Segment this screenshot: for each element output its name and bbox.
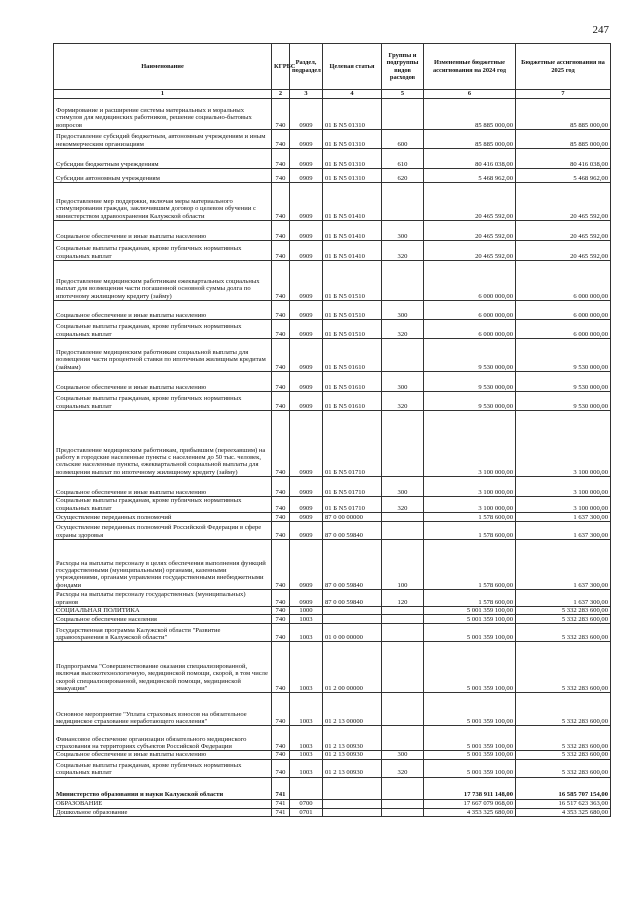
table-row [54, 411, 611, 477]
page-number: 247 [592, 24, 609, 36]
row-amount-2024: 17 667 079 068,00 [424, 799, 516, 808]
row-tselevaya-statya: 87 0 00 59840 [323, 590, 382, 607]
row-amount-2024: 5 001 359 100,00 [424, 615, 516, 624]
row-amount-2024: 4 353 325 680,00 [424, 808, 516, 816]
column-number: 6 [424, 90, 516, 99]
table-row [54, 149, 611, 169]
column-header-name: Наименование [54, 44, 272, 90]
row-kgrbs: 740 [272, 320, 290, 339]
row-kgrbs: 740 [272, 149, 290, 169]
row-tselevaya-statya: 01 2 00 00000 [323, 642, 382, 693]
row-kgrbs: 740 [272, 607, 290, 615]
row-kgrbs: 740 [272, 183, 290, 221]
row-name: Дошкольное образование [54, 808, 272, 816]
row-tselevaya-statya: 01 Б N5 01610 [323, 372, 382, 392]
row-name: Осуществление переданных полномочий Российской Федерации в сфере охраны здоровья [54, 522, 272, 540]
row-amount-2025: 20 465 592,00 [516, 221, 611, 241]
row-amount-2024: 9 530 000,00 [424, 392, 516, 411]
row-razdel: 0700 [290, 799, 323, 808]
row-kgrbs: 740 [272, 241, 290, 261]
row-vid-rashodov [382, 261, 424, 301]
row-name: Социальное обеспечение и иные выплаты населению [54, 751, 272, 759]
row-vid-rashodov [382, 513, 424, 522]
row-vid-rashodov [382, 808, 424, 816]
row-amount-2024: 9 530 000,00 [424, 339, 516, 372]
row-razdel: 0909 [290, 522, 323, 540]
row-vid-rashodov: 120 [382, 590, 424, 607]
table-row [54, 759, 611, 777]
row-amount-2024: 3 100 000,00 [424, 411, 516, 477]
row-razdel: 0909 [290, 241, 323, 261]
column-header-2024: Измененные бюджетные ассигнования на 2024 год [424, 44, 516, 90]
row-amount-2024: 9 530 000,00 [424, 372, 516, 392]
row-vid-rashodov: 100 [382, 540, 424, 590]
row-amount-2025: 1 637 300,00 [516, 540, 611, 590]
row-amount-2025: 6 000 000,00 [516, 261, 611, 301]
row-amount-2025: 5 332 283 600,00 [516, 726, 611, 751]
table-row [54, 477, 611, 497]
row-tselevaya-statya: 01 Б N5 01510 [323, 320, 382, 339]
row-kgrbs: 740 [272, 759, 290, 777]
table-row [54, 392, 611, 411]
row-kgrbs: 741 [272, 808, 290, 816]
table-body [54, 99, 611, 817]
row-amount-2025: 1 637 300,00 [516, 522, 611, 540]
row-vid-rashodov: 320 [382, 241, 424, 261]
row-tselevaya-statya: 87 0 00 00000 [323, 513, 382, 522]
column-header-kgrbs: КГРБС [272, 44, 290, 90]
row-tselevaya-statya: 87 0 00 59840 [323, 540, 382, 590]
table-row [54, 693, 611, 726]
row-tselevaya-statya: 01 Б N5 01410 [323, 183, 382, 221]
table-row [54, 301, 611, 320]
row-amount-2024: 20 465 592,00 [424, 241, 516, 261]
row-name: Формирование и расширение системы материальных и моральных стимулов для медицинских работников, решение социально-бытовых вопросов [54, 99, 272, 130]
row-amount-2025: 16 585 707 154,00 [516, 777, 611, 799]
row-vid-rashodov [382, 615, 424, 624]
row-razdel: 0909 [290, 540, 323, 590]
row-amount-2024: 1 578 600,00 [424, 522, 516, 540]
column-number: 2 [272, 90, 290, 99]
row-tselevaya-statya: 01 Б N5 01510 [323, 301, 382, 320]
row-razdel: 0909 [290, 183, 323, 221]
row-kgrbs: 740 [272, 497, 290, 513]
table-row [54, 777, 611, 799]
row-name: Социальное обеспечение населения [54, 615, 272, 624]
row-tselevaya-statya: 87 0 00 59840 [323, 522, 382, 540]
row-amount-2024: 5 001 359 100,00 [424, 642, 516, 693]
row-tselevaya-statya: 01 Б N5 01310 [323, 130, 382, 149]
row-tselevaya-statya: 01 Б N5 01410 [323, 221, 382, 241]
row-name: Социальные выплаты гражданам, кроме публичных нормативных социальных выплат [54, 320, 272, 339]
table-row [54, 642, 611, 693]
row-amount-2025: 20 465 592,00 [516, 183, 611, 221]
row-kgrbs: 740 [272, 642, 290, 693]
row-kgrbs: 740 [272, 99, 290, 130]
row-razdel: 1000 [290, 607, 323, 615]
row-kgrbs: 740 [272, 522, 290, 540]
row-vid-rashodov: 300 [382, 477, 424, 497]
row-tselevaya-statya: 01 Б N5 01310 [323, 149, 382, 169]
row-razdel: 1003 [290, 615, 323, 624]
row-vid-rashodov [382, 777, 424, 799]
row-razdel: 0909 [290, 339, 323, 372]
row-tselevaya-statya: 01 2 13 00930 [323, 759, 382, 777]
table-row [54, 169, 611, 183]
row-amount-2024: 3 100 000,00 [424, 477, 516, 497]
row-kgrbs: 741 [272, 799, 290, 808]
row-amount-2024: 5 468 962,00 [424, 169, 516, 183]
row-amount-2024: 5 001 359 100,00 [424, 607, 516, 615]
row-name: Социальное обеспечение и иные выплаты населению [54, 372, 272, 392]
table-row [54, 130, 611, 149]
row-tselevaya-statya: 01 Б N5 01710 [323, 411, 382, 477]
table-row [54, 799, 611, 808]
table-row [54, 513, 611, 522]
row-name: Министерство образования и науки Калужской области [54, 777, 272, 799]
row-amount-2025: 3 100 000,00 [516, 497, 611, 513]
row-amount-2025: 5 468 962,00 [516, 169, 611, 183]
row-razdel: 0909 [290, 320, 323, 339]
row-name: Социальные выплаты гражданам, кроме публичных нормативных социальных выплат [54, 759, 272, 777]
table-row [54, 320, 611, 339]
row-vid-rashodov [382, 642, 424, 693]
row-razdel: 0909 [290, 221, 323, 241]
header-row [54, 44, 611, 90]
row-name: Социальные выплаты гражданам, кроме публичных нормативных социальных выплат [54, 241, 272, 261]
row-vid-rashodov: 300 [382, 301, 424, 320]
row-tselevaya-statya: 01 Б N5 01310 [323, 169, 382, 183]
row-amount-2024: 5 001 359 100,00 [424, 624, 516, 642]
row-kgrbs: 741 [272, 777, 290, 799]
table-row [54, 808, 611, 816]
row-kgrbs: 740 [272, 221, 290, 241]
row-kgrbs: 740 [272, 261, 290, 301]
row-amount-2024: 85 885 000,00 [424, 130, 516, 149]
column-number-row [54, 90, 611, 99]
table-row [54, 522, 611, 540]
row-name: Предоставление мер поддержки, включая меры материального стимулирования граждан, заключившим договор о целевом обучении с министерством здравоохранения Калужской области [54, 183, 272, 221]
column-number: 3 [290, 90, 323, 99]
row-razdel: 0909 [290, 261, 323, 301]
row-amount-2025: 20 465 592,00 [516, 241, 611, 261]
row-vid-rashodov: 300 [382, 372, 424, 392]
row-amount-2025: 5 332 283 600,00 [516, 759, 611, 777]
row-kgrbs: 740 [272, 513, 290, 522]
row-razdel: 0909 [290, 477, 323, 497]
row-vid-rashodov [382, 607, 424, 615]
row-razdel: 0909 [290, 372, 323, 392]
row-amount-2024: 80 416 038,00 [424, 149, 516, 169]
row-kgrbs: 740 [272, 540, 290, 590]
row-amount-2024: 5 001 359 100,00 [424, 759, 516, 777]
row-name: Основное мероприятие "Уплата страховых взносов на обязательное медицинское страхование неработающего населения" [54, 693, 272, 726]
row-razdel: 0909 [290, 149, 323, 169]
row-razdel: 0909 [290, 411, 323, 477]
row-kgrbs: 740 [272, 392, 290, 411]
row-amount-2024: 85 885 000,00 [424, 99, 516, 130]
row-razdel [290, 777, 323, 799]
row-name: Расходы на выплаты персоналу государственных (муниципальных) органов [54, 590, 272, 607]
table-row [54, 497, 611, 513]
row-vid-rashodov: 610 [382, 149, 424, 169]
row-amount-2025: 5 332 283 600,00 [516, 615, 611, 624]
row-amount-2025: 5 332 283 600,00 [516, 693, 611, 726]
table-row [54, 99, 611, 130]
row-amount-2024: 6 000 000,00 [424, 320, 516, 339]
row-kgrbs: 740 [272, 411, 290, 477]
row-vid-rashodov [382, 339, 424, 372]
column-header-razdel: Раздел, подраздел [290, 44, 323, 90]
row-vid-rashodov: 620 [382, 169, 424, 183]
row-razdel: 0909 [290, 497, 323, 513]
column-number: 5 [382, 90, 424, 99]
row-amount-2025: 3 100 000,00 [516, 477, 611, 497]
row-name: СОЦИАЛЬНАЯ ПОЛИТИКА [54, 607, 272, 615]
row-tselevaya-statya [323, 777, 382, 799]
row-amount-2025: 6 000 000,00 [516, 301, 611, 320]
row-amount-2025: 9 530 000,00 [516, 372, 611, 392]
row-kgrbs: 740 [272, 477, 290, 497]
row-vid-rashodov [382, 99, 424, 130]
row-razdel: 1003 [290, 624, 323, 642]
row-tselevaya-statya [323, 808, 382, 816]
row-amount-2025: 4 353 325 680,00 [516, 808, 611, 816]
row-kgrbs: 740 [272, 726, 290, 751]
table-row [54, 183, 611, 221]
row-razdel: 0909 [290, 590, 323, 607]
budget-table [53, 43, 611, 817]
row-razdel: 1003 [290, 642, 323, 693]
row-vid-rashodov [382, 411, 424, 477]
row-amount-2024: 20 465 592,00 [424, 221, 516, 241]
row-amount-2024: 17 738 911 148,00 [424, 777, 516, 799]
row-kgrbs: 740 [272, 169, 290, 183]
row-name: Социальное обеспечение и иные выплаты населению [54, 221, 272, 241]
row-razdel: 0909 [290, 169, 323, 183]
row-razdel: 0909 [290, 513, 323, 522]
table-row [54, 751, 611, 759]
row-razdel: 1003 [290, 751, 323, 759]
row-name: ОБРАЗОВАНИЕ [54, 799, 272, 808]
column-header-tselevaya-statya: Целевая статья [323, 44, 382, 90]
row-amount-2025: 6 000 000,00 [516, 320, 611, 339]
row-name: Предоставление медицинским работникам социальной выплаты для возмещения части процентной ставки по ипотечным жилищным кредитам (займам) [54, 339, 272, 372]
table-row [54, 590, 611, 607]
row-tselevaya-statya: 01 0 00 00000 [323, 624, 382, 642]
row-name: Расходы на выплаты персоналу в целях обеспечения выполнения функций государственными (муниципальными) органами, казенными учреждениями, органами управления государственными внебюджетными фондами [54, 540, 272, 590]
row-vid-rashodov [382, 726, 424, 751]
row-razdel: 0701 [290, 808, 323, 816]
row-amount-2024: 20 465 592,00 [424, 183, 516, 221]
row-name: Предоставление медицинским работникам ежеквартальных социальных выплат для возмещения части погашенной основной суммы долга по ипотечному жилищному кредиту (займу) [54, 261, 272, 301]
row-kgrbs: 740 [272, 301, 290, 320]
row-amount-2024: 1 578 600,00 [424, 590, 516, 607]
row-kgrbs: 740 [272, 339, 290, 372]
row-tselevaya-statya: 01 Б N5 01610 [323, 339, 382, 372]
row-amount-2025: 9 530 000,00 [516, 339, 611, 372]
row-kgrbs: 740 [272, 615, 290, 624]
row-tselevaya-statya: 01 Б N5 01710 [323, 497, 382, 513]
row-amount-2025: 5 332 283 600,00 [516, 642, 611, 693]
row-razdel: 0909 [290, 301, 323, 320]
row-amount-2025: 1 637 300,00 [516, 590, 611, 607]
row-razdel: 1003 [290, 759, 323, 777]
row-vid-rashodov [382, 799, 424, 808]
row-kgrbs: 740 [272, 751, 290, 759]
row-vid-rashodov [382, 183, 424, 221]
row-kgrbs: 740 [272, 693, 290, 726]
row-razdel: 1003 [290, 693, 323, 726]
table-row [54, 615, 611, 624]
table-row [54, 241, 611, 261]
table-row [54, 624, 611, 642]
row-name: Социальное обеспечение и иные выплаты населению [54, 301, 272, 320]
column-number: 1 [54, 90, 272, 99]
row-amount-2025: 16 517 623 363,00 [516, 799, 611, 808]
row-tselevaya-statya: 01 Б N5 01610 [323, 392, 382, 411]
row-tselevaya-statya: 01 2 13 00000 [323, 693, 382, 726]
row-amount-2025: 5 332 283 600,00 [516, 607, 611, 615]
row-vid-rashodov [382, 624, 424, 642]
row-vid-rashodov: 300 [382, 221, 424, 241]
row-amount-2025: 5 332 283 600,00 [516, 751, 611, 759]
row-name: Государственная программа Калужской области "Развитие здравоохранения в Калужской области" [54, 624, 272, 642]
row-name: Субсидии бюджетным учреждениям [54, 149, 272, 169]
row-tselevaya-statya [323, 615, 382, 624]
column-number: 4 [323, 90, 382, 99]
row-amount-2024: 5 001 359 100,00 [424, 726, 516, 751]
row-amount-2024: 3 100 000,00 [424, 497, 516, 513]
column-number: 7 [516, 90, 611, 99]
row-tselevaya-statya: 01 2 13 00930 [323, 751, 382, 759]
row-amount-2025: 9 530 000,00 [516, 392, 611, 411]
row-kgrbs: 740 [272, 590, 290, 607]
row-amount-2024: 1 578 600,00 [424, 540, 516, 590]
table-row [54, 607, 611, 615]
column-header-2025: Бюджетные ассигнования на 2025 год [516, 44, 611, 90]
row-name: Социальное обеспечение и иные выплаты населению [54, 477, 272, 497]
row-vid-rashodov [382, 693, 424, 726]
row-name: Предоставление субсидий бюджетным, автономным учреждениям и иным некоммерческим организациям [54, 130, 272, 149]
table-row [54, 261, 611, 301]
row-razdel: 0909 [290, 130, 323, 149]
row-name: Подпрограмма "Совершенствование оказания специализированной, включая высокотехнологичную, медицинской помощи, скорой, в том числе скорой специализированной, медицинской помощи, медицинской эвакуации" [54, 642, 272, 693]
row-kgrbs: 740 [272, 372, 290, 392]
row-name: Социальные выплаты гражданам, кроме публичных нормативных социальных выплат [54, 497, 272, 513]
row-razdel: 1003 [290, 726, 323, 751]
table-row [54, 540, 611, 590]
row-amount-2025: 80 416 038,00 [516, 149, 611, 169]
row-vid-rashodov: 320 [382, 497, 424, 513]
row-name: Предоставление медицинским работникам, прибывшим (переехавшим) на работу в городские населенные пункты с населением до 50 тыс. человек, сельские населенные пункты, ежеквартальной социальной выплаты для возмещения выплат по ипотечному жилищному кредиту (займу) [54, 411, 272, 477]
row-tselevaya-statya [323, 799, 382, 808]
row-amount-2024: 1 578 600,00 [424, 513, 516, 522]
table-row [54, 339, 611, 372]
row-amount-2025: 1 637 300,00 [516, 513, 611, 522]
table-row [54, 372, 611, 392]
row-kgrbs: 740 [272, 130, 290, 149]
row-amount-2025: 5 332 283 600,00 [516, 624, 611, 642]
row-amount-2024: 5 001 359 100,00 [424, 751, 516, 759]
row-name: Осуществление переданных полномочий [54, 513, 272, 522]
row-vid-rashodov: 320 [382, 392, 424, 411]
row-kgrbs: 740 [272, 624, 290, 642]
row-tselevaya-statya [323, 607, 382, 615]
row-name: Финансовое обеспечение организации обязательного медицинского страхования на территориях субъектов Российской Федерации [54, 726, 272, 751]
row-razdel: 0909 [290, 392, 323, 411]
row-razdel: 0909 [290, 99, 323, 130]
row-vid-rashodov: 600 [382, 130, 424, 149]
row-amount-2024: 6 000 000,00 [424, 301, 516, 320]
row-vid-rashodov: 320 [382, 759, 424, 777]
row-tselevaya-statya: 01 Б N5 01710 [323, 477, 382, 497]
row-vid-rashodov [382, 522, 424, 540]
table-row [54, 726, 611, 751]
row-tselevaya-statya: 01 Б N5 01410 [323, 241, 382, 261]
row-tselevaya-statya: 01 2 13 00930 [323, 726, 382, 751]
row-amount-2025: 85 885 000,00 [516, 99, 611, 130]
row-vid-rashodov: 300 [382, 751, 424, 759]
row-amount-2024: 5 001 359 100,00 [424, 693, 516, 726]
row-amount-2025: 3 100 000,00 [516, 411, 611, 477]
row-tselevaya-statya: 01 Б N5 01310 [323, 99, 382, 130]
row-vid-rashodov: 320 [382, 320, 424, 339]
table-row [54, 221, 611, 241]
row-amount-2025: 85 885 000,00 [516, 130, 611, 149]
row-name: Социальные выплаты гражданам, кроме публичных нормативных социальных выплат [54, 392, 272, 411]
row-tselevaya-statya: 01 Б N5 01510 [323, 261, 382, 301]
column-header-vid-rashodov: Группы и подгруппы видов расходов [382, 44, 424, 90]
row-amount-2024: 6 000 000,00 [424, 261, 516, 301]
row-name: Субсидии автономным учреждениям [54, 169, 272, 183]
